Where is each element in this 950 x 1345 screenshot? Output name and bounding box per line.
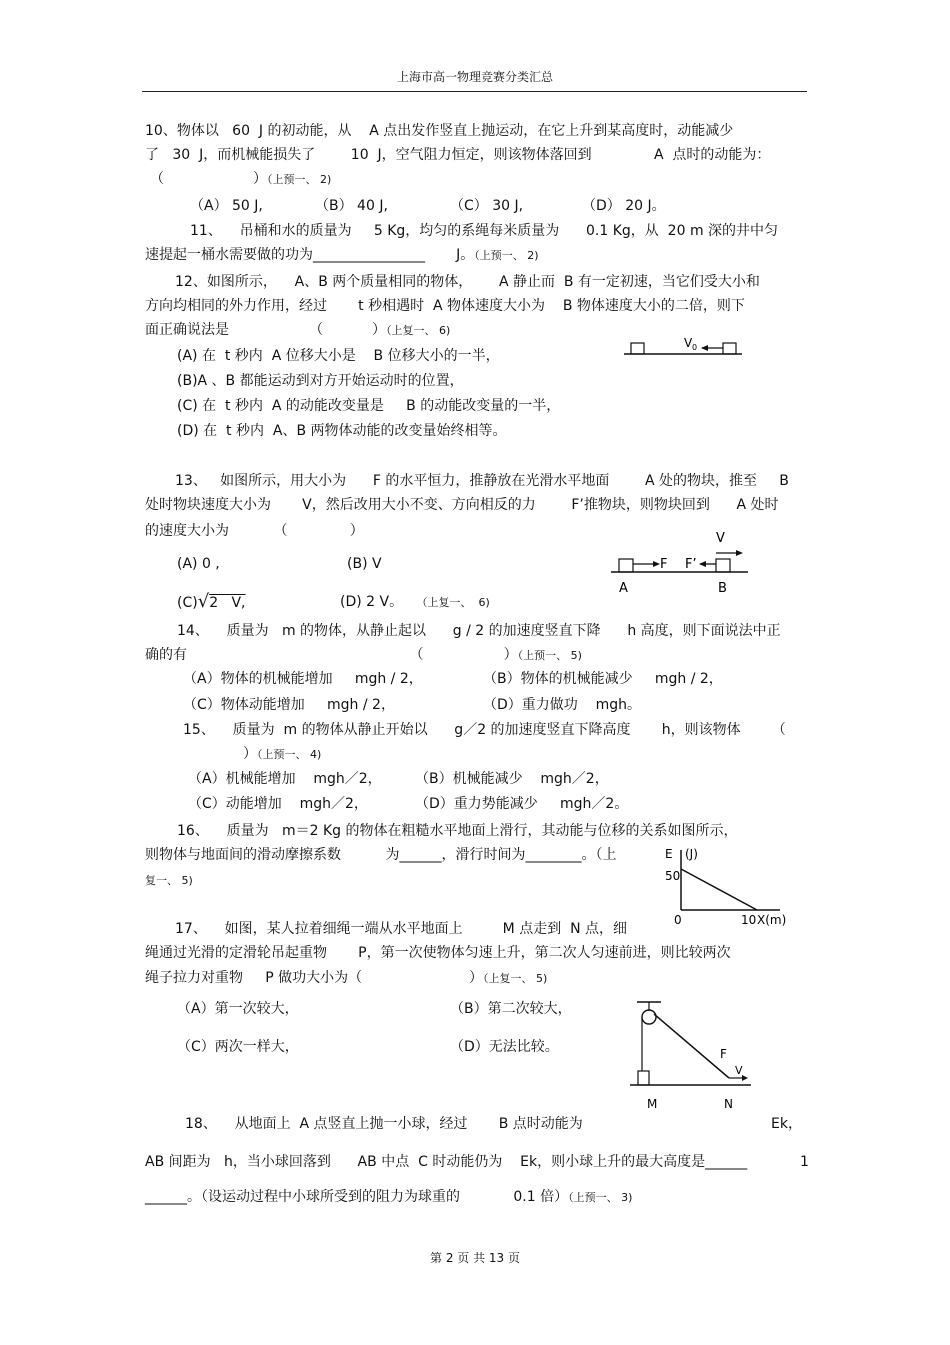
q16-origin-label: 0 (674, 913, 682, 927)
q15-option-d: （D）重力势能减少 mgh／2。 (415, 796, 629, 812)
q15-option-c: （C）动能增加 mgh／2， (188, 796, 368, 812)
q13-velocity-head (736, 550, 743, 556)
q11-source: （上预一、 2) (474, 249, 539, 262)
q11-text: 速提起一桶水需要做的功为________________ J。 (145, 247, 475, 263)
q18-line2: AB 间距为 h，当小球回落到 AB 中点 C 时动能仍为 Ek，则小球上升的最大高度是______ (145, 1154, 748, 1170)
q18-source: （上预一、 3) (568, 1191, 633, 1204)
q17-weight-p (638, 1071, 649, 1085)
q17-line1: 17、 如图，某人拉着细绳一端从水平地面上 M 点走到 N 点，细 (175, 921, 628, 937)
q17-rope-diagonal (654, 1014, 729, 1078)
q10-line1: 10、物体以 60 J 的初动能，从 A 点出发作竖直上抛运动，在它上升到某高度时，动能减少 (145, 123, 734, 139)
q14-option-d: （D）重力做功 mgh。 (483, 697, 641, 713)
q18-text: ______。（设运动过程中小球所受到的阻力为球重的 0.1 倍） (145, 1189, 569, 1205)
q17-f-label: F (720, 1047, 727, 1061)
q12-block-b (723, 343, 736, 354)
q13-option-d (340, 593, 490, 612)
q17-m-label: M (647, 1097, 658, 1111)
q13-line1: 13、 如图所示，用大小为 F 的水平恒力，推静放在光滑水平地面 A 处的物块，推至 B (175, 473, 789, 489)
q16-line1: 16、 质量为 m＝2 Kg 的物体在粗糙水平地面上滑行，其动能与位移的关系如图所示， (177, 823, 738, 839)
q11-line1: 11、 吊桶和水的质量为 5 Kg，均匀的系绳每米质量为 0.1 Kg，从 20 m 深的井中匀 (190, 223, 779, 239)
q12-option-a: (A) 在 t 秒内 A 位移大小是 B 位移大小的一半， (177, 348, 500, 364)
q17-option-a: （A）第一次较大， (177, 1001, 299, 1017)
q18-line3 (145, 1188, 632, 1207)
q16-tick-50: 50 (665, 869, 681, 883)
q13-figure (608, 526, 753, 598)
q12-option-c: (C) 在 t 秒内 A 的动能改变量是 B 的动能改变量的一半， (177, 398, 561, 414)
q12-line1: 12、如图所示， A、B 两个质量相同的物体， A 静止而 B 有一定初速，当它们受大小和 (175, 274, 760, 290)
q16-x-label: X(m) (757, 913, 787, 927)
q15-option-a: （A）机械能增加 mgh／2， (188, 771, 382, 787)
q18-ek-label: Ek， (771, 1116, 802, 1132)
q13-line2: 处时物块速度大小为 V，然后改用大小不变、方向相反的力 F’推物块，则物块回到 A 处时 (145, 497, 779, 513)
header-rule (142, 91, 807, 92)
q18-fraction-numerator: 1 (800, 1154, 809, 1170)
q15-line2 (243, 745, 321, 764)
q10-line2: 了 30 J，而机械能损失了 10 J，空气阻力恒定，则该物体落回到 A 点时的动能为： (145, 147, 771, 163)
q15-text: ） (243, 746, 257, 762)
q13-point-a-label: A (619, 581, 628, 596)
q13-option-c (177, 593, 245, 612)
q14-source: （上预一、 5) (517, 649, 582, 662)
q13-option-c-label: (C) (177, 595, 198, 611)
q17-velocity-head (742, 1075, 748, 1081)
q18-line1: 18、 从地面上 A 点竖直上抛一小球，经过 B 点时动能为 (185, 1116, 583, 1132)
q14-text: 确的有 （ ） (145, 647, 518, 663)
q17-option-d: （D）无法比较。 (450, 1039, 559, 1055)
q17-text: 绳子拉力对重物 P 做功大小为（ ） (145, 970, 483, 986)
q10-source: （上预一、 2) (267, 173, 332, 186)
q13-source: （上复一、 6) (416, 596, 490, 609)
q12-figure (620, 332, 745, 360)
q14-option-a: （A）物体的机械能增加 mgh / 2， (183, 671, 423, 687)
q17-option-b: （B）第二次较大， (450, 1001, 572, 1017)
q17-line2: 绳通过光滑的定滑轮吊起重物 P，第一次使物体匀速上升，第二次人匀速前进，则比较两次 (145, 945, 731, 961)
q12-text: 面正确说法是 （ ） (145, 322, 387, 338)
q14-line2 (145, 646, 582, 665)
page-footer: 第 2 页 共 13 页 (430, 1251, 520, 1265)
q10-option-d: （D） 20 J。 (582, 198, 666, 214)
q16-tick-10: 10 (741, 913, 757, 927)
q13-option-d-text: (D) 2 V。 (340, 594, 404, 610)
q14-option-c: （C）物体动能增加 mgh / 2， (183, 697, 395, 713)
q12-line2: 方向均相同的外力作用，经过 t 秒相遇时 A 物体速度大小为 B 物体速度大小的二倍，则下 (145, 298, 745, 314)
q12-option-b: (B)A 、B 都能运动到对方开始运动时的位置， (177, 373, 464, 389)
q16-line3: 复一、 5) (145, 874, 193, 887)
q17-source: （上复一、 5) (482, 972, 548, 985)
q12-option-d: (D) 在 t 秒内 A、B 两物体动能的改变量始终相等。 (177, 423, 507, 439)
q17-n-label: N (724, 1097, 733, 1111)
q17-pulley (642, 1010, 656, 1024)
q16-y-label: E (665, 847, 673, 861)
q12-arrowhead (701, 345, 708, 351)
q15-source: （上预一、 4) (257, 748, 322, 761)
q12-line3 (145, 321, 450, 340)
q10-option-b: （B） 40 J, (315, 198, 388, 214)
sqrt-symbol-icon: √ (197, 591, 210, 612)
q10-option-a: （A） 50 J, (190, 198, 263, 214)
q13-option-a: (A) 0 , (177, 556, 220, 572)
q13-force-f-head (653, 561, 660, 567)
q11-line2 (145, 246, 539, 265)
q13-block-at-b (716, 559, 730, 572)
q15-option-b: （B）机械能减少 mgh／2， (415, 771, 609, 787)
q12-v0-subscript: 0 (692, 343, 698, 352)
q17-line3 (145, 969, 547, 988)
q13-block-at-a (619, 559, 633, 572)
q10-answer-blank: （ ） (150, 171, 268, 187)
q12-block-a (631, 343, 644, 354)
q12-source: （上复一、 6) (386, 324, 451, 337)
q10-option-c: （C） 30 J, (450, 198, 524, 214)
page-header-title: 上海市高一物理竞赛分类汇总 (396, 70, 553, 84)
q14-line1: 14、 质量为 m 的物体，从静止起以 g / 2 的加速度竖直下降 h 高度，则下面说法中正 (177, 623, 781, 639)
q13-force-fprime-head (699, 561, 706, 567)
q16-line2: 则物体与地面间的滑动摩擦系数 为______，滑行时间为________。（上 (145, 847, 617, 863)
q16-energy-graph (660, 842, 788, 928)
q17-v-label: V (735, 1064, 743, 1077)
q16-energy-line (681, 869, 757, 910)
q13-f-label: F (660, 557, 668, 572)
q14-option-b: （B）物体的机械能减少 mgh / 2， (483, 671, 723, 687)
q10-line3 (150, 170, 331, 189)
q13-v-label: V (716, 531, 725, 546)
q13-f-prime-label: F’ (685, 557, 697, 572)
q17-pulley-figure (625, 996, 760, 1114)
q12-v0-label: V (684, 336, 693, 350)
q15-line1: 15、 质量为 m 的物体从静止开始以 g／2 的加速度竖直下降高度 h，则该物体 （ (183, 722, 786, 738)
q13-option-b: (B) V (347, 556, 382, 572)
q13-point-b-label: B (718, 581, 727, 596)
q16-y-unit: (J) (685, 847, 698, 861)
q17-option-c: （C）两次一样大， (177, 1039, 299, 1055)
q13-line3: 的速度大小为 （ ） (145, 523, 364, 539)
q13-option-c-value: 2 V, (209, 595, 246, 611)
